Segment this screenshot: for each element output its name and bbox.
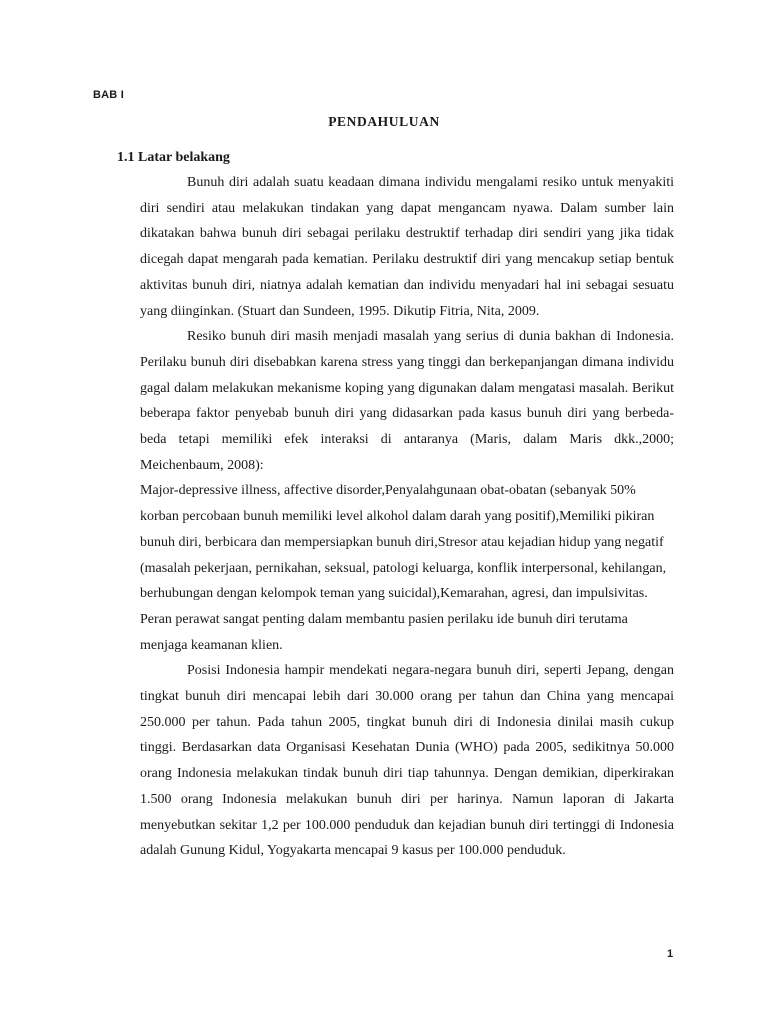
paragraph-risk-factors: Resiko bunuh diri masih menjadi masalah yang serius di dunia bakhan di Indonesia. Perilaku bunuh diri disebabkan karena stress yang tinggi dan berkepanjangan dimana individu gagal dalam melakukan mekanisme koping yang digunakan dalam mengatasi masalah. Berikut beberapa faktor penyebab bunuh diri yang didasarkan pada kasus bunuh diri yang berbeda-beda tetapi memiliki efek interaksi di antaranya (Maris, dalam Maris dkk.,2000; Meichenbaum, 2008): — [140, 329, 674, 473]
body-text — [140, 170, 674, 864]
section-heading: 1.1 Latar belakang — [117, 150, 230, 165]
paragraph-definition: Bunuh diri adalah suatu keadaan dimana individu mengalami resiko untuk menyakiti diri sendiri atau melakukan tindakan yang dapat mengancam nyawa. Dalam sumber lain dikatakan bahwa bunuh diri sebagai perilaku destruktif terhadap diri sendiri yang jika tidak dicegah dapat mengarah pada kematian. Perilaku destruktif diri yang mencakup setiap bentuk aktivitas bunuh diri, niatnya adalah kematian dan individu menyadari hal ini sebagai sesuatu yang diinginkan. (Stuart dan Sundeen, 1995. Dikutip Fitria, Nita, 2009. — [140, 175, 674, 319]
chapter-label: BAB I — [93, 89, 124, 101]
chapter-title: PENDAHULUAN — [328, 114, 440, 129]
page-number: 1 — [667, 948, 674, 960]
paragraph-factor-list: Major-depressive illness, affective disorder,Penyalahgunaan obat-obatan (sebanyak 50% korban percobaan bunuh memiliki level alkohol dalam darah yang positif),Memiliki pikiran bunuh diri, berbicara dan mempersiapkan bunuh diri,Stresor atau kejadian hidup yang negatif (masalah pekerjaan, pernikahan, seksual, patologi keluarga, konflik interpersonal, kehilangan, berhubungan dengan kelompok teman yang suicidal),Kemarahan, agresi, dan impulsivitas. Peran perawat sangat penting dalam membantu pasien perilaku ide bunuh diri terutama menjaga keamanan klien. — [140, 483, 667, 653]
paragraph-indonesia-statistics: Posisi Indonesia hampir mendekati negara-negara bunuh diri, seperti Jepang, dengan tingkat bunuh diri mencapai lebih dari 30.000 orang per tahun dan China yang mencapai 250.000 per tahun. Pada tahun 2005, tingkat bunuh diri di Indonesia dinilai masih cukup tinggi. Berdasarkan data Organisasi Kesehatan Dunia (WHO) pada 2005, sedikitnya 50.000 orang Indonesia melakukan tindak bunuh diri tiap tahunnya. Dengan demikian, diperkirakan 1.500 orang Indonesia melakukan bunuh diri per harinya. Namun laporan di Jakarta menyebutkan sekitar 1,2 per 100.000 penduduk dan kejadian bunuh diri tertinggi di Indonesia adalah Gunung Kidul, Yogyakarta mencapai 9 kasus per 100.000 penduduk. — [140, 663, 674, 859]
